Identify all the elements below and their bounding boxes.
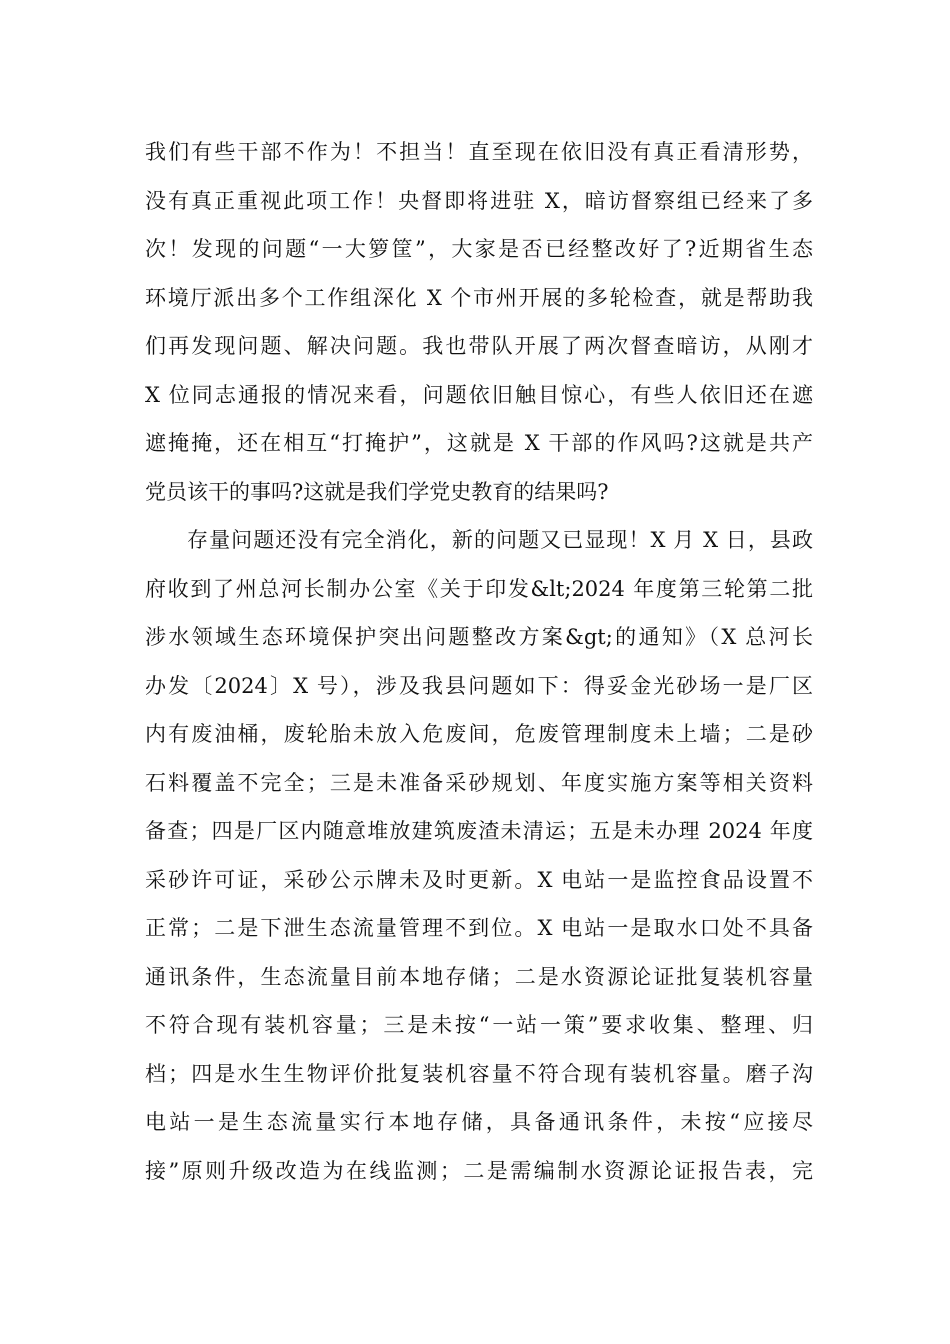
- text-line: 党员该干的事吗?这就是我们学党史教育的结果吗?: [145, 479, 609, 504]
- text-line: 采砂许可证，采砂公示牌未及时更新。X 电站一是监控食品设置不: [145, 867, 813, 892]
- text-line: 没有真正重视此项工作！央督即将进驻 X，暗访督察组已经来了多: [145, 188, 813, 213]
- text-line: 次！发现的问题“一大箩筐”，大家是否已经整改好了?近期省生态: [145, 237, 813, 261]
- text-line: 环境厅派出多个工作组深化 X 个市州开展的多轮检查，就是帮助我: [145, 285, 813, 310]
- text-line: 档；四是水生生物评价批复装机容量不符合现有装机容量。磨子沟: [145, 1061, 813, 1086]
- text-line: 备查；四是厂区内随意堆放建筑废渣未清运；五是未办理 2024 年度: [145, 819, 813, 843]
- text-line: 石料覆盖不完全；三是未准备采砂规划、年度实施方案等相关资料: [145, 770, 813, 795]
- paragraph-2: [145, 516, 813, 1195]
- text-line: 遮掩掩，还在相互“打掩护”，这就是 X 干部的作风吗?这就是共产: [145, 431, 813, 455]
- text-line: 我们有些干部不作为！不担当！直至现在依旧没有真正看清形势，: [145, 140, 813, 164]
- text-line: 府收到了州总河长制办公室《关于印发&lt;2024 年度第三轮第二批: [145, 576, 813, 601]
- text-line: 接”原则升级改造为在线监测；二是需编制水资源论证报告表，完: [145, 1158, 813, 1183]
- text-line: 电站一是生态流量实行本地存储，具备通讯条件，未按“应接尽: [145, 1110, 813, 1134]
- text-line: 存量问题还没有完全消化，新的问题又已显现！X 月 X 日，县政: [187, 528, 813, 552]
- text-line: 涉水领域生态环境保护突出问题整改方案&gt;的通知》（X 总河长: [145, 625, 813, 649]
- text-line: 们再发现问题、解决问题。我也带队开展了两次督查暗访，从刚才: [145, 334, 813, 358]
- text-line: X 位同志通报的情况来看，问题依旧触目惊心，有些人依旧还在遮: [145, 382, 813, 407]
- paragraph-1: [145, 128, 813, 516]
- text-line: 内有废油桶，废轮胎未放入危废间，危废管理制度未上墙；二是砂: [145, 722, 813, 746]
- text-line: 办发〔2024〕X 号），涉及我县问题如下：得妥金光砂场一是厂区: [145, 673, 813, 698]
- text-line: 正常；二是下泄生态流量管理不到位。X 电站一是取水口处不具备: [145, 916, 813, 940]
- text-line: 不符合现有装机容量；三是未按“一站一策”要求收集、整理、归: [145, 1013, 813, 1037]
- text-line: 通讯条件，生态流量目前本地存储；二是水资源论证批复装机容量: [145, 964, 813, 989]
- document-body: [145, 128, 813, 1195]
